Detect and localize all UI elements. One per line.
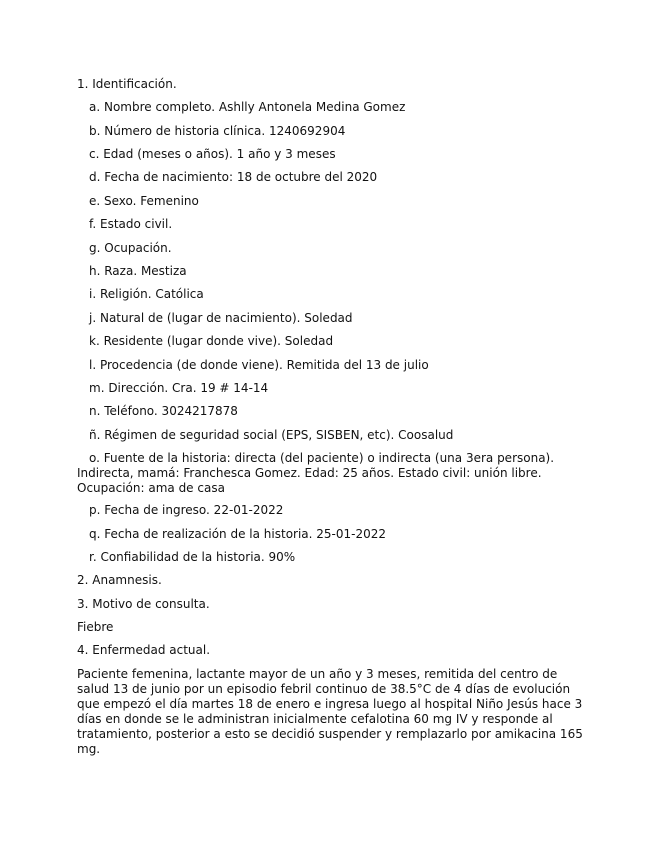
section-motivo-title: 3. Motivo de consulta. bbox=[77, 597, 210, 611]
motivo-text: Fiebre bbox=[77, 620, 114, 634]
item-religion: i. Religión. Católica bbox=[89, 287, 204, 301]
item-fuente-historia-line2: Indirecta, mamá: Franchesca Gomez. Edad: 25 años. Estado civil: unión libre. bbox=[77, 466, 542, 480]
item-raza: h. Raza. Mestiza bbox=[89, 264, 187, 278]
enfermedad-line-4: días en donde se le administran inicialmente cefalotina 60 mg IV y responde al bbox=[77, 712, 553, 726]
item-fecha-nacimiento: d. Fecha de nacimiento: 18 de octubre del 2020 bbox=[89, 170, 378, 184]
enfermedad-line-5: tratamiento, posterior a esto se decidió suspender y remplazarlo por amikacina 165 bbox=[77, 727, 583, 741]
item-direccion: m. Dirección. Cra. 19 # 14-14 bbox=[89, 381, 269, 395]
item-historia-clinica: b. Número de historia clínica. 1240692904 bbox=[89, 124, 346, 138]
item-ocupacion: g. Ocupación. bbox=[89, 241, 172, 255]
item-sexo: e. Sexo. Femenino bbox=[89, 194, 199, 208]
enfermedad-line-6: mg. bbox=[77, 742, 101, 756]
item-regimen: ñ. Régimen de seguridad social (EPS, SISBEN, etc). Coosalud bbox=[89, 428, 454, 442]
item-procedencia: l. Procedencia (de donde viene). Remitida del 13 de julio bbox=[89, 358, 429, 372]
enfermedad-line-1: Paciente femenina, lactante mayor de un año y 3 meses, remitida del centro de bbox=[77, 667, 558, 681]
enfermedad-line-3: que empezó el día martes 18 de enero e ingresa luego al hospital Niño Jesús hace 3 bbox=[77, 697, 583, 711]
item-residente: k. Residente (lugar donde vive). Soledad bbox=[89, 334, 334, 348]
section-anamnesis-title: 2. Anamnesis. bbox=[77, 573, 162, 587]
item-fuente-historia-line1: o. Fuente de la historia: directa (del paciente) o indirecta (una 3era persona). bbox=[89, 451, 555, 465]
item-fuente-historia-line3: Ocupación: ama de casa bbox=[77, 481, 225, 495]
item-fecha-ingreso: p. Fecha de ingreso. 22-01-2022 bbox=[89, 503, 284, 517]
item-telefono: n. Teléfono. 3024217878 bbox=[89, 404, 238, 418]
section-identificacion-title: 1. Identificación. bbox=[77, 77, 177, 91]
item-edad: c. Edad (meses o años). 1 año y 3 meses bbox=[89, 147, 336, 161]
item-confiabilidad: r. Confiabilidad de la historia. 90% bbox=[89, 550, 296, 564]
item-natural-de: j. Natural de (lugar de nacimiento). Soledad bbox=[89, 311, 353, 325]
item-fecha-realizacion: q. Fecha de realización de la historia. 25-01-2022 bbox=[89, 527, 387, 541]
enfermedad-line-2: salud 13 de junio por un episodio febril continuo de 38.5°C de 4 días de evolución bbox=[77, 682, 571, 696]
section-enfermedad-title: 4. Enfermedad actual. bbox=[77, 643, 211, 657]
item-nombre: a. Nombre completo. Ashlly Antonela Medina Gomez bbox=[89, 100, 406, 114]
item-estado-civil: f. Estado civil. bbox=[89, 217, 173, 231]
